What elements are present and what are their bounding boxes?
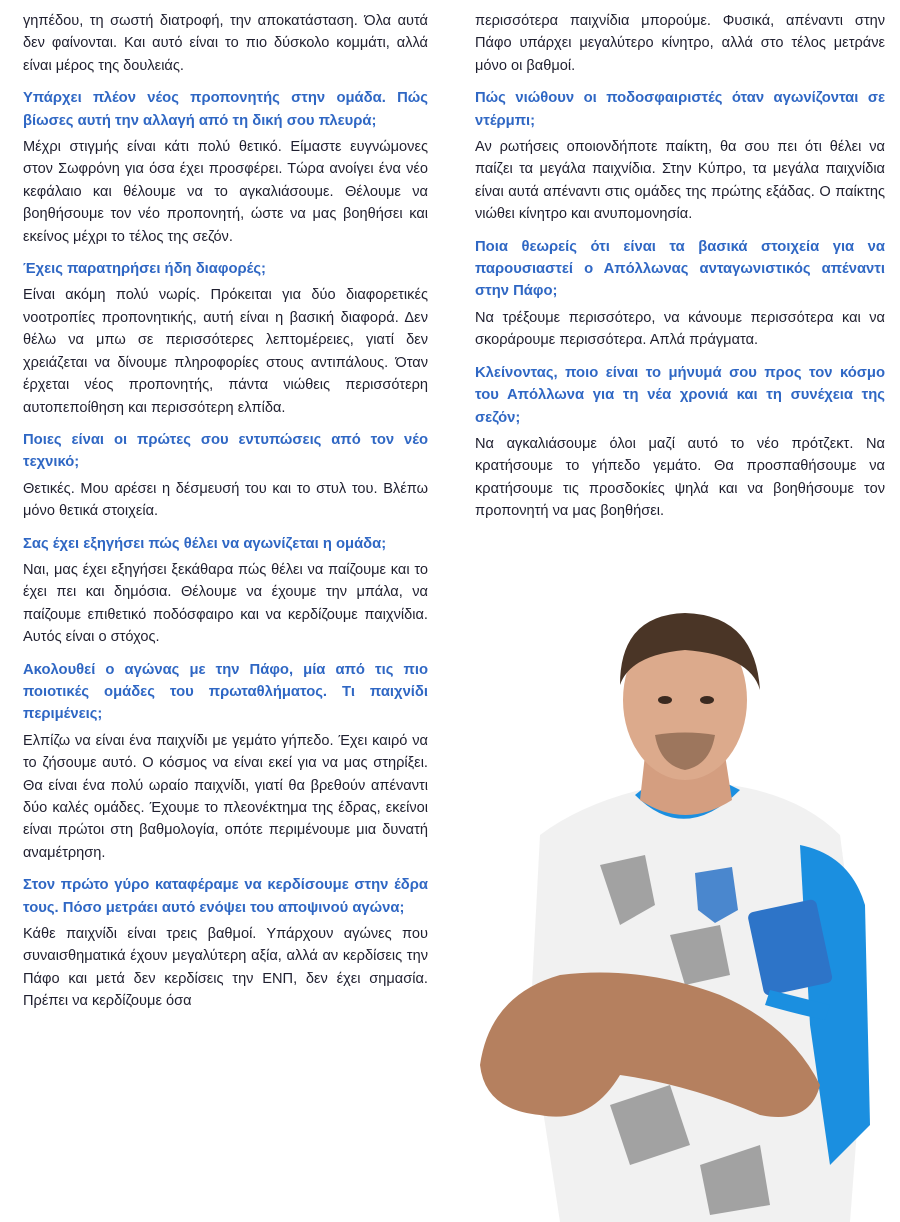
answer-paragraph: Θετικές. Μου αρέσει η δέσμευσή του και το στυλ του. Βλέπω μόνο θετικά στοιχεία.	[23, 480, 428, 520]
question-heading: Ποια θεωρείς ότι είναι τα βασικά στοιχεία για να παρουσιαστεί ο Απόλλωνας ανταγωνιστικός απέναντι στην Πάφο;	[475, 238, 885, 300]
answer-paragraph: Μέχρι στιγμής είναι κάτι πολύ θετικό. Είμαστε ευγνώμονες στον Σωφρόνη για όσα έχει προσφέρει. Τώρα ανοίγει ένα νέο κεφάλαιο και θέλουμε να το αγκαλιάσουμε. Θέλουμε να βοηθήσουμε τον νέο προπονητή, ώστε να μας βοηθήσει και εκείνος μέχρι το τέλος της σεζόν.	[23, 139, 428, 245]
answer-paragraph: Ελπίζω να είναι ένα παιχνίδι με γεμάτο γήπεδο. Έχει καιρό να το ζήσουμε αυτό. Ο κόσμος να είναι εκεί για να μας στηρίξει. Θα είναι ένα πολύ ωραίο παιχνίδι, γιατί θα βρεθούν απέναντι δύο καλές ομάδες. Έχουμε το πλεονέκτημα της έδρας, εκείνοι είναι πρώτοι στη βαθμολογία, οπότε περιμένουμε μια δυνατή αναμέτρηση.	[23, 732, 428, 861]
question-heading: Ποιες είναι οι πρώτες σου εντυπώσεις από τον νέο τεχνικό;	[23, 431, 428, 471]
right-column	[475, 10, 885, 523]
question-heading: Κλείνοντας, ποιο είναι το μήνυμά σου προς τον κόσμο του Απόλλωνα για τη νέα χρονιά και τη συνέχεια της σεζόν;	[475, 364, 885, 426]
answer-paragraph: Να αγκαλιάσουμε όλοι μαζί αυτό το νέο πρότζεκτ. Να κρατήσουμε το γήπεδο γεμάτο. Θα προσπαθήσουμε να κρατήσουμε τις προσδοκίες ψηλά και να βοηθήσουμε τον προπονητή να μας βοηθήσει.	[475, 435, 885, 520]
question-heading: Στον πρώτο γύρο καταφέραμε να κερδίσουμε στην έδρα τους. Πόσο μετράει αυτό ενόψει του αποψινού αγώνα;	[23, 877, 428, 916]
question-heading: Πώς νιώθουν οι ποδοσφαιριστές όταν αγωνίζονται σε ντέρμπι;	[475, 90, 885, 129]
player-photo	[470, 605, 900, 1222]
answer-paragraph: Αν ρωτήσεις οποιονδήποτε παίκτη, θα σου πει ότι θέλει να παίζει τα μεγάλα παιχνίδια. Στην Κύπρο, τα μεγάλα παιχνίδια είναι αυτά απέναντι στις ομάδες της πρώτης εξάδας. Ο παίκτης νιώθει κίνητρο και ανυπομονησία.	[475, 139, 885, 223]
answer-paragraph: γηπέδου, τη σωστή διατροφή, την αποκατάσταση. Όλα αυτά δεν φαίνονται. Και αυτό είναι το πιο δύσκολο κομμάτι, αλλά είναι μέρος της δουλειάς.	[23, 13, 428, 74]
answer-paragraph: Να τρέξουμε περισσότερο, να κάνουμε περισσότερα και να σκοράρουμε περισσότερα. Απλά πράγματα.	[475, 309, 885, 349]
answer-paragraph: Κάθε παιχνίδι είναι τρεις βαθμοί. Υπάρχουν αγώνες που συναισθηματικά έχουν μεγαλύτερη αξία, αλλά αν κερδίσεις την Πάφο και μετά δεν κερδίσεις την ΕΝΠ, δεν έχει σημασία. Πρέπει να κερδίζουμε όσα	[23, 926, 428, 1010]
question-heading: Ακολουθεί ο αγώνας με την Πάφο, μία από τις πιο ποιοτικές ομάδες του πρωταθλήματος. Τι παιχνίδι περιμένεις;	[23, 661, 428, 723]
answer-paragraph: Ναι, μας έχει εξηγήσει ξεκάθαρα πώς θέλει να παίζουμε και το έχει πει και δημόσια. Θέλουμε να έχουμε την μπάλα, να παίζουμε επιθετικό ποδόσφαιρο και να κερδίζουμε παιχνίδια. Αυτός είναι ο στόχος.	[23, 561, 428, 646]
question-heading: Σας έχει εξηγήσει πώς θέλει να αγωνίζεται η ομάδα;	[23, 535, 387, 552]
question-heading: Έχεις παρατηρήσει ήδη διαφορές;	[23, 261, 266, 278]
answer-paragraph: Είναι ακόμη πολύ νωρίς. Πρόκειται για δύο διαφορετικές νοοτροπίες προπονητικής, αυτή είναι η βασική διαφορά. Δεν θέλω να μπω σε περισσότερες λεπτομέρειες, γιατί δεν χρειάζεται να δίνουμε πληροφορίες στους αντιπάλους. Όταν έρχεται νέος προπονητής, πάντα νιώθεις περισσότερη αυτοπεποίθηση και περισσότερη ελπίδα.	[23, 287, 428, 416]
answer-paragraph: περισσότερα παιχνίδια μπορούμε. Φυσικά, απέναντι στην Πάφο υπάρχει μεγαλύτερο κίνητρο, αλλά στο τέλος μετράνε μόνο οι βαθμοί.	[475, 13, 885, 74]
left-column	[23, 10, 428, 1013]
question-heading: Υπάρχει πλέον νέος προπονητής στην ομάδα. Πώς βίωσες αυτή την αλλαγή από τη δική σου πλευρά;	[23, 90, 428, 129]
